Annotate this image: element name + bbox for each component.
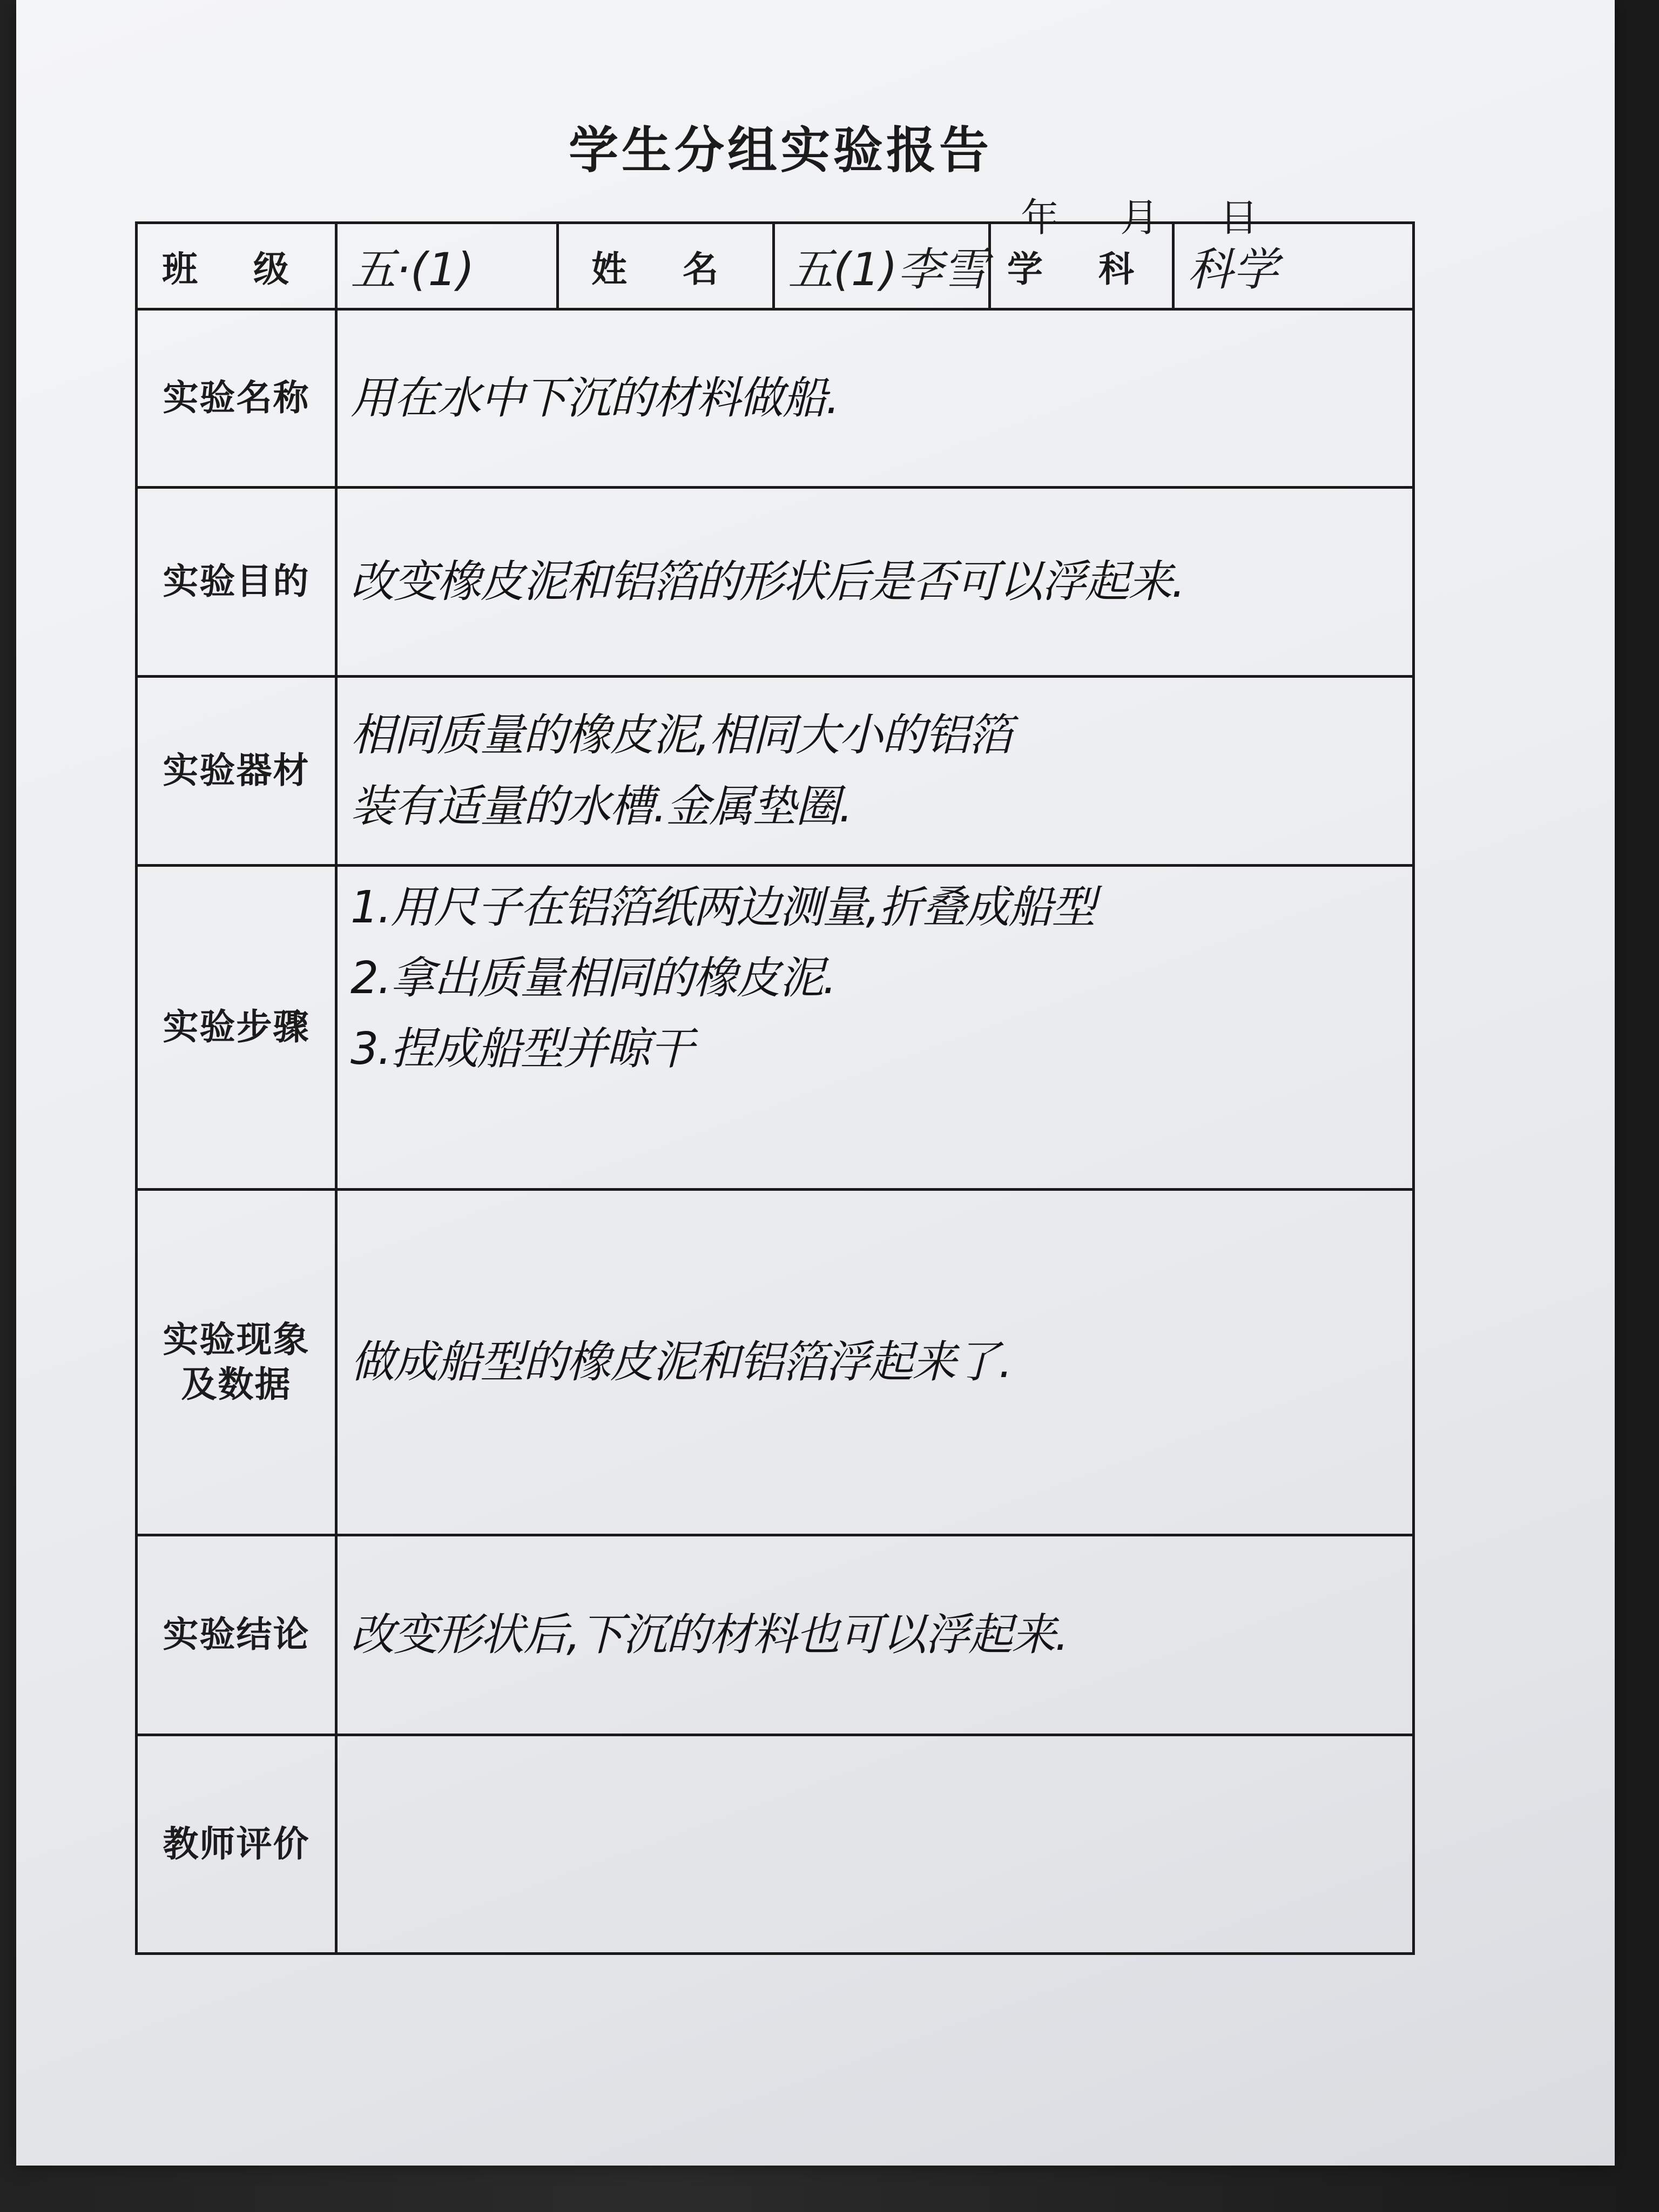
experiment-name-row — [138, 311, 1412, 489]
experiment-purpose-row — [138, 489, 1412, 678]
step-line-2: 2.拿出质量相同的橡皮泥. — [350, 953, 836, 1004]
conclusion-text: 改变形状后,下沉的材料也可以浮起来. — [350, 1609, 1068, 1661]
observation-text: 做成船型的橡皮泥和铝箔浮起来了. — [350, 1336, 1012, 1388]
step-line-3: 3.捏成船型并晾干 — [350, 1023, 693, 1075]
experiment-equipment-field[interactable] — [338, 678, 1412, 864]
experiment-observation-field[interactable] — [338, 1191, 1412, 1534]
experiment-conclusion-row — [138, 1536, 1412, 1736]
step-line-1: 1.用尺子在铝箔纸两边测量,折叠成船型 — [350, 882, 1095, 933]
header-info-row — [138, 224, 1412, 311]
experiment-name-field[interactable] — [338, 311, 1412, 486]
experiment-steps-row — [138, 867, 1412, 1191]
experiment-name-label: 实验名称 — [138, 311, 338, 486]
experiment-equipment-row — [138, 678, 1412, 867]
experiment-steps-field[interactable] — [338, 867, 1412, 1188]
experiment-observation-row — [138, 1191, 1412, 1536]
experiment-conclusion-label: 实验结论 — [138, 1536, 338, 1734]
date-day: 日 — [1219, 195, 1258, 240]
report-sheet — [16, 0, 1615, 2166]
subject-label: 学 科 — [991, 224, 1175, 308]
experiment-purpose-label: 实验目的 — [138, 489, 338, 675]
date-year: 年 — [1021, 195, 1060, 240]
equipment-line-2: 装有适量的水槽.金属垫圈. — [350, 780, 852, 832]
date-month: 月 — [1120, 195, 1159, 240]
experiment-equipment-label: 实验器材 — [138, 678, 338, 864]
experiment-steps-label: 实验步骤 — [138, 867, 338, 1188]
class-label: 班 级 — [138, 224, 338, 308]
experiment-conclusion-field[interactable] — [338, 1536, 1412, 1734]
experiment-purpose-field[interactable] — [338, 489, 1412, 675]
name-label: 姓 名 — [559, 224, 775, 308]
report-title: 学生分组实验报告 — [568, 122, 992, 179]
equipment-line-1: 相同质量的橡皮泥,相同大小的铝箔 — [350, 710, 1012, 761]
class-field[interactable]: 五·(1) — [338, 224, 559, 308]
experiment-name-text: 用在水中下沉的材料做船. — [350, 372, 839, 424]
experiment-purpose-text: 改变橡皮泥和铝箔的形状后是否可以浮起来. — [350, 556, 1185, 608]
name-field[interactable]: 五(1)李雪 — [775, 224, 991, 308]
experiment-observation-label: 实验现象 及数据 — [138, 1191, 338, 1534]
subject-field[interactable]: 科学 — [1188, 243, 1279, 296]
report-form-table — [135, 221, 1415, 1955]
teacher-evaluation-label: 教师评价 — [138, 1736, 338, 1952]
teacher-evaluation-field[interactable] — [338, 1736, 1412, 1952]
teacher-evaluation-row — [138, 1736, 1412, 1952]
